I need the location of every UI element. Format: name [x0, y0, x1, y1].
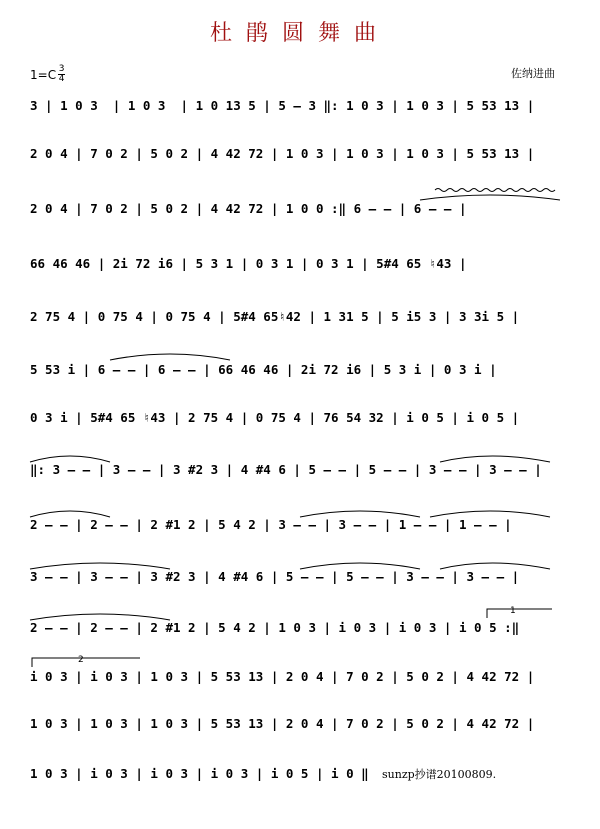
composer: 佐纳进曲	[511, 67, 555, 80]
score-line-10: 3 – – | 3 – – | 3 #2 3 | 4 #4 6 | 5 – – | 5 – – | 3 – – | 3 – – |	[30, 569, 520, 584]
transcriber-credit: sunzp抄谱20100809.	[382, 768, 497, 781]
volta-1-bracket	[487, 609, 552, 618]
time-bottom: 4	[58, 74, 65, 84]
key-label: 1=C	[30, 67, 57, 82]
score-line-2: 2 0 4 | 7 0 2 | 5 0 2 | 4 42 72 | 1 0 3 | 1 0 3 | 1 0 3 | 5 53 13 |	[30, 146, 535, 161]
score-line-12: i 0 3 | i 0 3 | 1 0 3 | 5 53 13 | 2 0 4 | 7 0 2 | 5 0 2 | 4 42 72 |	[30, 669, 535, 684]
slur	[420, 195, 560, 200]
score-line-4: 66 46 46 | 2i 72 i6 | 5 3 1 | 0 3 1 | 0 3 1 | 5#4 65 ♮43 |	[30, 256, 467, 271]
time-top: 3	[58, 64, 65, 74]
key-signature	[30, 65, 65, 84]
score-line-7: 0 3 i | 5#4 65 ♮43 | 2 75 4 | 0 75 4 | 76 54 32 | i 0 5 | i 0 5 |	[30, 410, 520, 425]
score-line-14: 1 0 3 | i 0 3 | i 0 3 | i 0 3 | i 0 5 | i 0 ‖	[30, 766, 369, 781]
volta-2-bracket	[32, 658, 140, 667]
trill-wave	[435, 189, 555, 192]
score-line-11: 2 – – | 2 – – | 2 #1 2 | 5 4 2 | 1 0 3 | i 0 3 | i 0 3 | i 0 5 :‖	[30, 620, 520, 635]
score-line-13: 1 0 3 | 1 0 3 | 1 0 3 | 5 53 13 | 2 0 4 | 7 0 2 | 5 0 2 | 4 42 72 |	[30, 716, 535, 731]
score-line-8: ‖: 3 – – | 3 – – | 3 #2 3 | 4 #4 6 | 5 – – | 5 – – | 3 – – | 3 – – |	[30, 462, 542, 477]
volta-1-label: 1	[510, 606, 516, 616]
score-line-9: 2 – – | 2 – – | 2 #1 2 | 5 4 2 | 3 – – | 3 – – | 1 – – | 1 – – |	[30, 517, 512, 532]
volta-2-label: 2	[78, 655, 84, 665]
score-title: 杜鹃圆舞曲	[209, 21, 390, 46]
score-line-3: 2 0 4 | 7 0 2 | 5 0 2 | 4 42 72 | 1 0 0 :‖ 6 – – | 6 – – |	[30, 201, 467, 216]
score-line-1: 3 | 1 0 3 | 1 0 3 | 1 0 13 5 | 5 – 3 ‖: 1 0 3 | 1 0 3 | 5 53 13 |	[30, 98, 535, 113]
slur	[110, 354, 230, 360]
time-signature	[58, 65, 65, 84]
score-line-5: 2 75 4 | 0 75 4 | 0 75 4 | 5#4 65♮42 | 1 31 5 | 5 i5 3 | 3 3i 5 |	[30, 309, 520, 324]
score-line-6: 5 53 i | 6 – – | 6 – – | 66 46 46 | 2i 72 i6 | 5 3 i | 0 3 i |	[30, 362, 497, 377]
